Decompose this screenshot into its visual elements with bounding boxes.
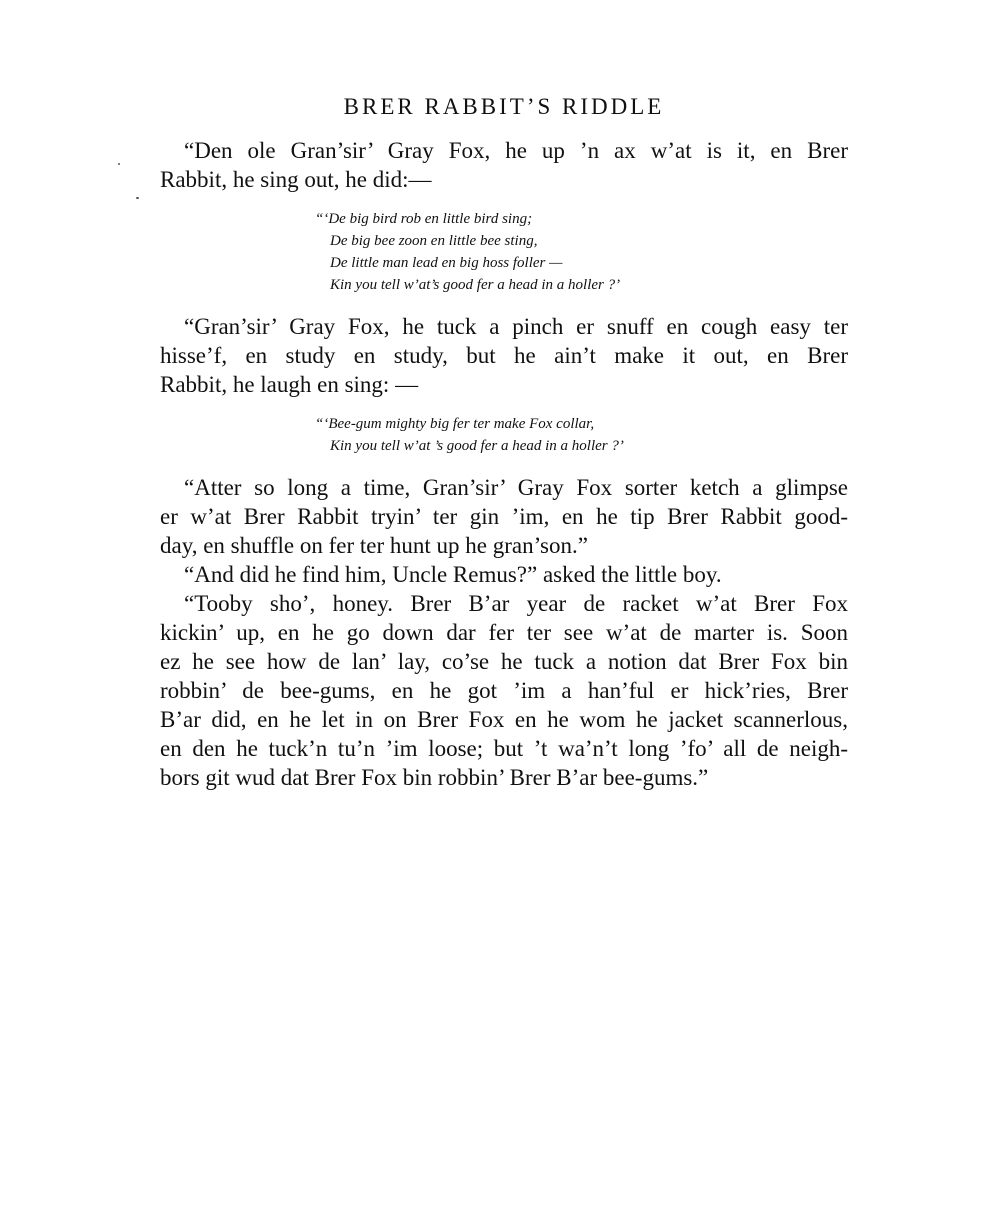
running-head: BRER RABBIT’S RIDDLE: [343, 94, 665, 119]
text-line: Rabbit, he sing out, he did:—: [160, 166, 432, 192]
text-line: robbin’ de bee-gums, en he got ’im a han’ful er hick’ries, Brer: [160, 677, 848, 703]
text-line: ez he see how de lan’ lay, co’se he tuck a notion dat Brer Fox bin: [160, 648, 848, 674]
text-line: hisse’f, en study en study, but he ain’t make it out, en Brer: [160, 342, 848, 368]
text-line: Rabbit, he laugh en sing: —: [160, 371, 419, 397]
text-line: “And did he find him, Uncle Remus?” asked the little boy.: [184, 561, 722, 587]
margin-speck: [136, 197, 139, 199]
verse-line: Kin you tell w’at ’s good fer a head in a holler ?’: [330, 437, 624, 454]
verse-1: [315, 208, 848, 296]
paragraph-1: [160, 136, 848, 194]
paragraph-5: [160, 589, 848, 792]
text-line: “Atter so long a time, Gran’sir’ Gray Fox sorter ketch a glimpse: [184, 474, 848, 500]
verse-2: [315, 413, 848, 457]
verse-line: De little man lead en big hoss foller —: [330, 254, 563, 271]
text-line: “Gran’sir’ Gray Fox, he tuck a pinch er snuff en cough easy ter: [184, 313, 848, 339]
verse-line: De big bee zoon en little bee sting,: [330, 232, 538, 249]
paragraph-3: [160, 473, 848, 560]
text-line: kickin’ up, en he go down dar fer ter see w’at de marter is. Soon: [160, 619, 848, 645]
margin-speck: [118, 163, 120, 165]
text-line: bors git wud dat Brer Fox bin robbin’ Brer B’ar bee-gums.”: [160, 764, 709, 790]
verse-line: “‘Bee-gum mighty big fer ter make Fox collar,: [315, 415, 595, 432]
paragraph-4: [160, 560, 848, 589]
verse-line: “‘De big bird rob en little bird sing;: [315, 210, 533, 227]
paragraph-2: [160, 312, 848, 399]
book-page: [160, 92, 848, 792]
text-line: er w’at Brer Rabbit tryin’ ter gin ’im, en he tip Brer Rabbit good-: [160, 503, 848, 529]
text-line: “Tooby sho’, honey. Brer B’ar year de racket w’at Brer Fox: [184, 590, 848, 616]
text-line: “Den ole Gran’sir’ Gray Fox, he up ’n ax w’at is it, en Brer: [184, 137, 848, 163]
text-line: en den he tuck’n tu’n ’im loose; but ’t wa’n’t long ’fo’ all de neigh-: [160, 735, 848, 761]
text-line: B’ar did, en he let in on Brer Fox en he wom he jacket scannerlous,: [160, 706, 848, 732]
verse-line: Kin you tell w’at’s good fer a head in a holler ?’: [330, 276, 621, 293]
text-line: day, en shuffle on fer ter hunt up he gran’son.”: [160, 532, 588, 558]
